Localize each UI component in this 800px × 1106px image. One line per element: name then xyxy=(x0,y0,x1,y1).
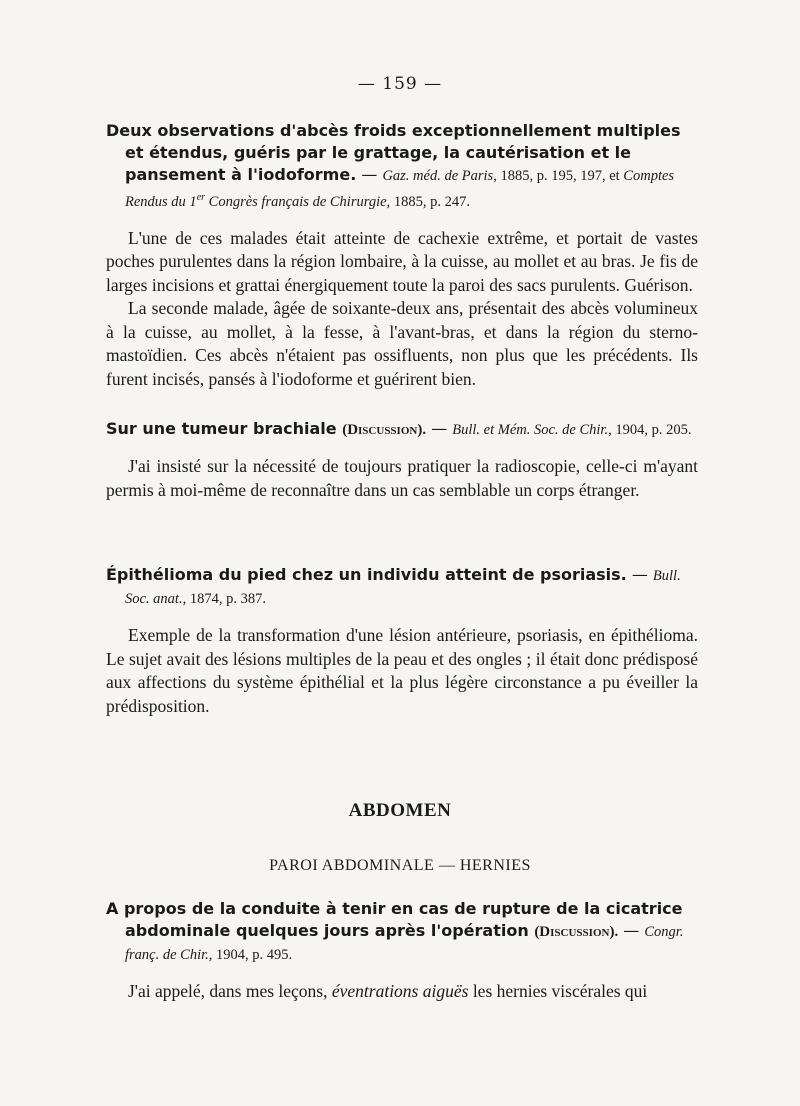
paragraph: La seconde malade, âgée de soixante-deux ans, présentait des abcès volumineux à la cuisse, au mollet, à la fesse, à l'avant-bras, et dans la région du sterno-mastoïdien. Ces abcès n'étaient pas ossifluents, non plus que les précédents. Ils furent incisés, pansés à l'iodoforme et guérirent bien. xyxy=(106,298,698,389)
paragraph: L'une de ces malades était atteinte de cachexie extrême, et portait de vastes poches purulentes dans la région lombaire, à la cuisse, au mollet et au bras. Je fis de larges incisions et grattai énergiquement toute la paroi des sacs purulents. Guérison. xyxy=(106,227,698,295)
entry-abces-froids xyxy=(106,120,698,391)
entry-title: A propos de la conduite à tenir en cas de rupture de la cicatrice abdominale quelques jours après l'opération xyxy=(106,899,683,940)
entry-reference: Bull. et Mém. Soc. de Chir., 1904, p. 205. xyxy=(452,422,692,438)
section-title: ABDOMEN xyxy=(348,800,452,821)
entry-heading: Deux observations d'abcès froids exceptionnellement multiples et étendus, guéris par le grattage, la cautérisation et le pansement à l'iodoforme. — Gaz. méd. de Paris, 1885, p. 195, 197, et Comptes Rendus du 1er Congrès français de Chirurgie, 1885, p. 247. xyxy=(106,121,681,210)
paragraph: J'ai appelé, dans mes leçons, éventrations aiguës les hernies viscérales qui xyxy=(128,981,648,1001)
entry-reference: Gaz. méd. de Paris, 1885, p. 195, 197, et Comptes Rendus du 1er Congrès français de Chirurgie, 1885, p. 247. xyxy=(125,168,675,210)
subsection-title: PAROI ABDOMINALE — HERNIES xyxy=(269,857,531,874)
entry-heading: A propos de la conduite à tenir en cas de rupture de la cicatrice abdominale quelques jours après l'opération (Discussion). — Congr. franç. de Chir., 1904, p. 495. xyxy=(106,899,684,963)
entry-rupture-cicatrice xyxy=(106,898,698,1004)
discussion-tag: (Discussion). xyxy=(342,422,427,438)
entry-epithelioma xyxy=(106,564,698,718)
discussion-tag: (Discussion). xyxy=(534,924,619,940)
entry-title: Deux observations d'abcès froids exceptionnellement multiples et étendus, guéris par le grattage, la cautérisation et le pansement à l'iodoforme. xyxy=(106,121,681,184)
paragraph: J'ai insisté sur la nécessité de toujours pratiquer la radioscopie, celle-ci m'ayant permis à moi-même de reconnaître dans un cas semblable un corps étranger. xyxy=(106,456,698,500)
entry-title: Sur une tumeur brachiale xyxy=(106,419,337,438)
entry-title: Épithélioma du pied chez un individu atteint de psoriasis. xyxy=(106,565,627,584)
entry-heading: Épithélioma du pied chez un individu atteint de psoriasis. — Bull. Soc. anat., 1874, p. 387. xyxy=(106,565,681,607)
page-number: — 159 — xyxy=(357,74,443,94)
entry-reference: Bull. Soc. anat., 1874, p. 387. xyxy=(125,568,681,607)
entry-heading: Sur une tumeur brachiale (Discussion). — Bull. et Mém. Soc. de Chir., 1904, p. 205. xyxy=(106,419,692,438)
entry-reference: Congr. franç. de Chir., 1904, p. 495. xyxy=(125,924,684,963)
paragraph: Exemple de la transformation d'une lésion antérieure, psoriasis, en épithélioma. Le sujet avait des lésions multiples de la peau et des ongles ; il était donc prédisposé aux affections du système épithélial et la plus légère circonstance a pu éveiller la prédisposition. xyxy=(106,625,698,716)
entry-tumeur-brachiale xyxy=(106,418,698,502)
